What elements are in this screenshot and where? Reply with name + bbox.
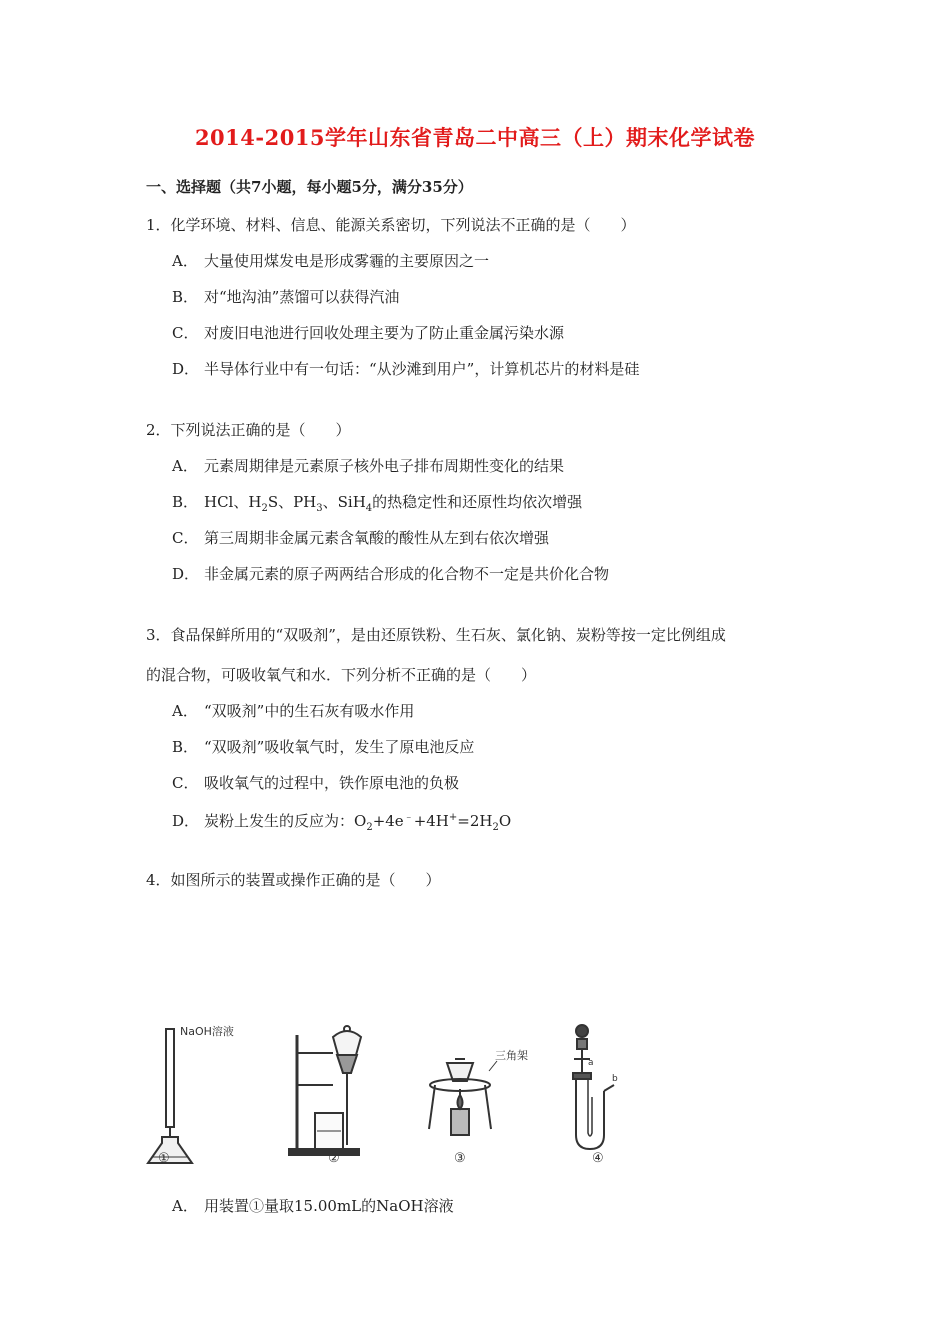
question-2-option-a[interactable] (172, 455, 564, 476)
figure-number-2: ② (328, 1151, 340, 1166)
separatory-funnel-apparatus-2 (285, 1015, 385, 1160)
question-3-option-b[interactable] (172, 736, 474, 757)
option-text: “双吸剂”吸收氧气时，发生了原电池反应 (204, 738, 475, 756)
option-text: 元素周期律是元素原子核外电子排布周期性变化的结果 (204, 457, 565, 475)
tripod-label: 三角架 (495, 1049, 528, 1062)
question-4-stem: 4．如图所示的装置或操作正确的是（ ） (146, 871, 441, 889)
question-1-option-b[interactable] (172, 286, 399, 307)
apparatus-figure (140, 1015, 640, 1175)
question-1-stem: 1．化学环境、材料、信息、能源关系密切，下列说法不正确的是（ ） (146, 216, 636, 234)
question-3-option-d[interactable] (172, 808, 511, 833)
question-2-option-c[interactable] (172, 527, 549, 548)
question-2-stem: 2．下列说法正确的是（ ） (146, 421, 351, 439)
option-letter: D． (172, 565, 200, 583)
option-text: 第三周期非金属元素含氧酸的酸性从左到右依次增强 (204, 529, 550, 547)
option-text-formula: HCl、$H_2S$、$PH_3$、SiH$_4$的热稳定性和还原性均依次增强 (204, 493, 583, 514)
option-text: 用装置①量取15.00mL的NaOH溶液 (204, 1197, 454, 1215)
option-text: 半导体行业中有一句话：“从沙滩到用户”，计算机芯片的材料是硅 (204, 360, 640, 378)
question-4-option-a[interactable] (172, 1195, 454, 1216)
option-letter: D． (172, 360, 200, 378)
label-b: b (612, 1074, 618, 1084)
option-letter: B． (172, 493, 199, 511)
question-1-option-c[interactable] (172, 322, 564, 343)
figure-number-4: ④ (592, 1151, 604, 1166)
option-letter: A． (172, 252, 198, 270)
burette-apparatus-1 (140, 1015, 260, 1170)
naoh-label: NaOH溶液 (180, 1025, 234, 1038)
question-2-option-d[interactable] (172, 563, 609, 584)
question-1-option-a[interactable] (172, 250, 489, 271)
crucible-tripod-apparatus-3 (425, 1025, 535, 1155)
option-text-formula: 炭粉上发生的反应为：$O_2+4e^﹣+4H^+=2H_2O$ (204, 812, 512, 833)
option-letter: C． (172, 774, 199, 792)
u-tube-apparatus-4 (560, 1015, 640, 1160)
label-a: a (588, 1058, 594, 1068)
option-text: “双吸剂”中的生石灰有吸水作用 (204, 702, 415, 720)
question-3-option-a[interactable] (172, 700, 414, 721)
option-letter: A． (172, 457, 198, 475)
section-heading: 一、选择题（共7小题，每小题5分，满分35分） (146, 178, 473, 196)
option-letter: A． (172, 1197, 198, 1215)
option-letter: B． (172, 288, 199, 306)
option-text: 大量使用煤发电是形成雾霾的主要原因之一 (204, 252, 490, 270)
option-text: 非金属元素的原子两两结合形成的化合物不一定是共价化合物 (204, 565, 610, 583)
figure-number-3: ③ (454, 1151, 466, 1166)
question-3-option-c[interactable] (172, 772, 459, 793)
option-letter: C． (172, 529, 199, 547)
question-1-option-d[interactable] (172, 358, 639, 379)
option-letter: B． (172, 738, 199, 756)
question-3-stem: 3．食品保鲜所用的“双吸剂”，是由还原铁粉、生石灰、氯化钠、炭粉等按一定比例组成 (146, 626, 726, 644)
question-2-option-b[interactable] (172, 491, 582, 514)
option-letter: A． (172, 702, 198, 720)
option-text: 对废旧电池进行回收处理主要为了防止重金属污染水源 (204, 324, 565, 342)
figure-number-1: ① (158, 1151, 170, 1166)
option-text: 对“地沟油”蒸馏可以获得汽油 (204, 288, 400, 306)
option-text: 吸收氧气的过程中，铁作原电池的负极 (204, 774, 460, 792)
exam-title: 2014-2015学年山东省青岛二中高三（上）期末化学试卷 (194, 125, 756, 150)
question-3-stem-line2: 的混合物，可吸收氧气和水．下列分析不正确的是（ ） (146, 666, 537, 684)
option-letter: C． (172, 324, 199, 342)
option-letter: D． (172, 812, 200, 830)
